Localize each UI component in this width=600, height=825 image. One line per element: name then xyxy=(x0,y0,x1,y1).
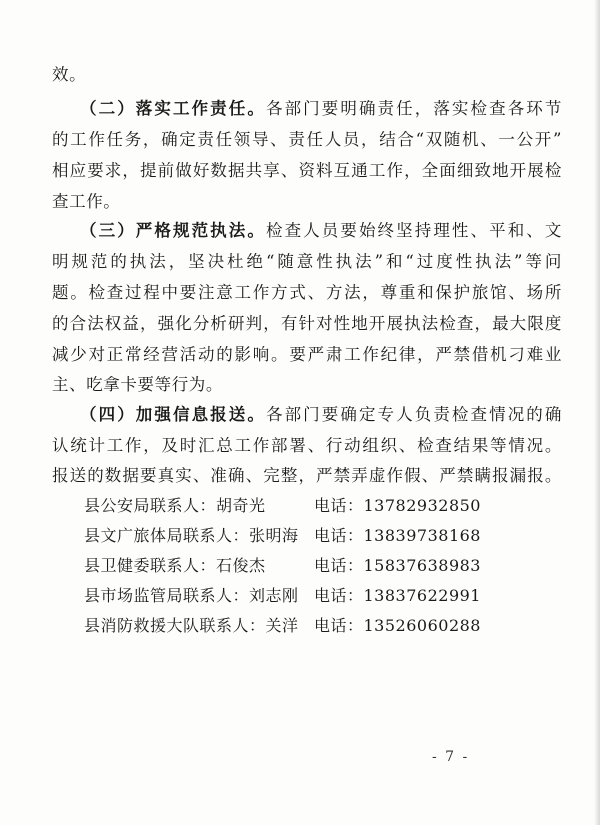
body-line: 相应要求，提前做好数据共享、资料互通工作，全面细致地开展检 xyxy=(52,161,562,180)
body-line: 查工作。 xyxy=(52,192,121,211)
contact-name: 县文广旅体局联系人：张明海 xyxy=(84,526,299,545)
paragraph-text: 各部门要明确责任，落实检查各环节 xyxy=(265,99,563,118)
body-line: 的工作任务，确定责任领导、责任人员，结合“双随机、一公开” xyxy=(52,130,562,149)
contact-row xyxy=(84,615,481,637)
contact-row xyxy=(84,555,481,577)
section-heading: （二）落实工作责任。 xyxy=(80,99,266,118)
paragraph-line xyxy=(80,220,562,242)
contact-row xyxy=(84,525,481,547)
scan-edge-shadow xyxy=(594,0,600,825)
contact-phone: 电话：13782932850 xyxy=(314,496,481,515)
contact-phone: 电话：15837638983 xyxy=(314,556,481,575)
contact-name: 县卫健委联系人：石俊杰 xyxy=(84,556,266,575)
body-line: 报送的数据要真实、准确、完整，严禁弄虚作假、严禁瞒报漏报。 xyxy=(52,466,562,485)
paragraph-text: 检查人员要始终坚持理性、平和、文 xyxy=(265,221,563,240)
section-heading: （四）加强信息报送。 xyxy=(80,405,266,424)
paragraph-line xyxy=(80,404,562,426)
contact-name: 县市场监管局联系人：刘志刚 xyxy=(84,586,299,605)
paragraph-line xyxy=(80,98,562,120)
body-line: 题。检查过程中要注意工作方式、方法，尊重和保护旅馆、场所 xyxy=(52,283,562,302)
contact-phone: 电话：13526060288 xyxy=(314,616,481,635)
body-line: 明规范的执法，坚决杜绝“随意性执法”和“过度性执法”等问 xyxy=(52,252,562,271)
page-number: - 7 - xyxy=(432,749,470,765)
body-line: 主、吃拿卡要等行为。 xyxy=(52,375,223,394)
body-line: 效。 xyxy=(52,65,87,84)
contact-phone: 电话：13837622991 xyxy=(314,586,481,605)
contact-phone: 电话：13839738168 xyxy=(314,526,481,545)
paragraph-text: 各部门要确定专人负责检查情况的确 xyxy=(265,405,563,424)
contact-row xyxy=(84,585,481,607)
body-line: 减少对正常经营活动的影响。要严肃工作纪律，严禁借机刁难业 xyxy=(52,345,562,364)
contact-name: 县消防救援大队联系人：关洋 xyxy=(84,616,299,635)
contact-name: 县公安局联系人：胡奇光 xyxy=(84,496,266,515)
body-line: 认统计工作，及时汇总工作部署、行动组织、检查结果等情况。 xyxy=(52,436,562,455)
section-heading: （三）严格规范执法。 xyxy=(80,221,266,240)
body-line: 的合法权益，强化分析研判，有针对性地开展执法检查，最大限度 xyxy=(52,314,562,333)
contact-row xyxy=(84,495,481,517)
